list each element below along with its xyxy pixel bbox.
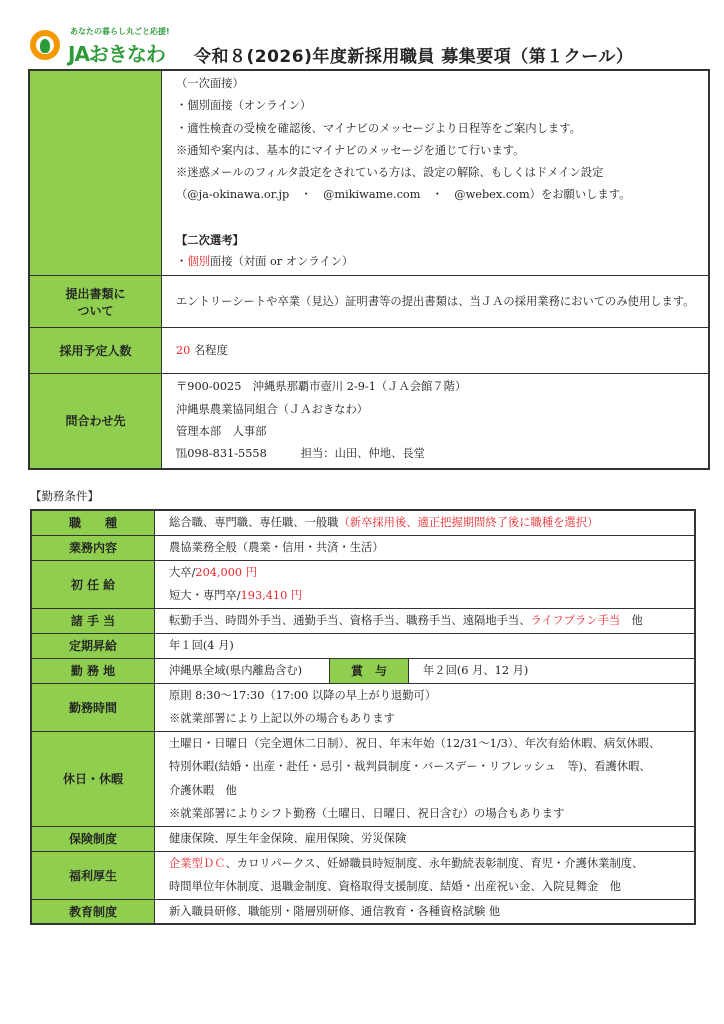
table-row	[31, 731, 695, 826]
table-row	[31, 560, 695, 608]
hiring-count-unit: 名程度	[190, 343, 228, 357]
table-row	[31, 535, 695, 560]
text-line: 時間単位年休制度、退職金制度、資格取得支援制度、結婚・出産祝い金、入院見舞金 他	[169, 880, 621, 893]
insurance-value: 健康保険、厚生年金保険、雇用保険、労災保険	[155, 826, 696, 851]
blank-line	[176, 207, 700, 229]
text-line: 沖縄県農業協同組合（ＪＡおきなわ）	[176, 402, 369, 416]
row-label-empty	[29, 70, 162, 276]
text-rest: 面接（対面 or オンライン）	[209, 255, 354, 269]
text-line: ・適性検査の受検を確認後、マイナビのメッセージより日程等をご案内します。	[176, 121, 581, 135]
section-heading: 【勤務条件】	[30, 489, 99, 503]
text-prefix: 大卒/	[169, 565, 196, 579]
salary-amount: 204,000 円	[195, 565, 258, 579]
logo-tagline: あなたの暮らし丸ごと応援!	[70, 27, 170, 36]
text-line: 特別休暇(結婚・出産・赴任・忌引・裁判員制度・バースデー・リフレッシュ 等)、看護休暇、	[169, 760, 651, 773]
row-label: 初 任 給	[31, 560, 155, 608]
text-line	[169, 852, 688, 876]
table-row	[31, 851, 695, 899]
label-line: 提出書類に	[65, 286, 126, 301]
text-line	[169, 584, 688, 608]
table-row	[31, 899, 695, 924]
text-value: 総合職、専門職、専任職、一般職	[169, 516, 339, 529]
ja-okinawa-logo	[30, 26, 180, 64]
salary-value	[155, 560, 696, 608]
label-line: ついて	[77, 303, 114, 318]
row-label: 賞 与	[330, 658, 409, 683]
text-line: ※通知や案内は、基本的にマイナビのメッセージを通じて行います。	[176, 143, 525, 157]
table-row	[29, 374, 709, 469]
text-line: （@ja-okinawa.or.jp ・ @mikiwame.com ・ @webex.com）をお願いします。	[176, 188, 631, 202]
duties-value: 農協業務全般（農業・信用・共済・生活）	[155, 535, 696, 560]
row-label: 福利厚生	[31, 851, 155, 899]
interview-details	[162, 70, 710, 276]
table-row	[29, 328, 709, 374]
text-rest: 、カロリパークス、妊婦職員時短制度、永年勤続表彰制度、育児・介護休業制度、	[225, 856, 644, 870]
row-label: 休日・休暇	[31, 731, 155, 826]
welfare-value	[155, 851, 696, 899]
table-row	[31, 683, 695, 731]
location-value: 沖縄県全域(県内離島含む)	[155, 658, 330, 683]
table-row	[29, 276, 709, 328]
job-type-value	[155, 510, 696, 535]
highlight-note: （新卒採用後、適正把握期間終了後に職種を選択）	[338, 516, 599, 529]
text-line: 原則 8:30～17:30（17:00 以降の早上がり退勤可）	[169, 688, 437, 702]
text-line	[169, 561, 688, 585]
row-label: 保険制度	[31, 826, 155, 851]
text-line: （一次面接）	[176, 77, 244, 90]
contact-info	[162, 374, 710, 469]
text-line	[176, 251, 700, 273]
row-label: 勤務時間	[31, 683, 155, 731]
hiring-count	[162, 328, 710, 374]
row-label: 諸 手 当	[31, 608, 155, 633]
table-row	[31, 633, 695, 658]
text-line: 土曜日・日曜日（完全週休二日制）、祝日、年末年始（12/31～1/3）、年次有給休暇、病気休暇、	[169, 736, 661, 750]
salary-amount: 193,410 円	[240, 589, 303, 602]
text-line: 管理本部 人事部	[176, 424, 267, 438]
text-line: 〒900-0025 沖縄県那覇市壺川 2-9-1（ＪＡ会館７階）	[176, 380, 467, 394]
second-selection-heading: 【二次選考】	[176, 232, 244, 247]
hours-value	[155, 683, 696, 731]
table-row	[29, 70, 709, 276]
row-label: 問合わせ先	[29, 374, 162, 469]
bonus-value: 年２回(6 月、12 月)	[409, 658, 696, 683]
documents-text: エントリーシートや卒業（見込）証明書等の提出書類は、当ＪＡの採用業務においてのみ使用します。	[162, 276, 710, 328]
text-prefix: ・	[176, 255, 188, 269]
conditions-table	[30, 509, 696, 925]
table-row	[31, 510, 695, 535]
ja-logo-icon	[30, 30, 60, 60]
text-line: ※就業部署により上記以外の場合もあります	[169, 712, 395, 725]
text-prefix: 短大・専門卒/	[169, 589, 241, 602]
row-label: 業務内容	[31, 535, 155, 560]
row-label	[29, 276, 162, 328]
table-row	[31, 608, 695, 633]
logo-name: JAおきなわ	[68, 42, 165, 66]
raise-value: 年１回(4 月)	[155, 633, 696, 658]
text-line: ・個別面接（オンライン）	[176, 99, 312, 113]
row-label: 教育制度	[31, 899, 155, 924]
row-label: 勤 務 地	[31, 658, 155, 683]
highlight-text: 企業型ＤＣ	[169, 856, 226, 870]
text-line: ℡098-831-5558 担当：山田、仲地、長堂	[176, 447, 425, 461]
selection-table	[28, 69, 710, 470]
highlight-text: 個別	[187, 255, 210, 269]
highlight-text: ライフプラン手当	[530, 613, 621, 627]
text-line: ※迷惑メールのフィルタ設定をされている方は、設定の解除、もしくはドメイン設定	[176, 166, 604, 180]
table-row	[31, 658, 695, 683]
allowances-value	[155, 608, 696, 633]
text-value: 転勤手当、時間外手当、通勤手当、資格手当、職務手当、遠隔地手当、	[169, 613, 531, 627]
row-label: 定期昇給	[31, 633, 155, 658]
row-label: 職 種	[31, 510, 155, 535]
text-line: 介護休暇 他	[169, 783, 237, 797]
hiring-count-value: 20	[176, 343, 191, 357]
text-line: ※就業部署によりシフト勤務（土曜日、日曜日、祝日含む）の場合もあります	[169, 807, 565, 820]
page-title: 令和８(2026)年度新採用職員 募集要項（第１クール）	[194, 47, 634, 67]
holidays-value	[155, 731, 696, 826]
row-label: 採用予定人数	[29, 328, 162, 374]
training-value: 新入職員研修、職能別・階層別研修、通信教育・各種資格試験 他	[155, 899, 696, 924]
table-row	[31, 826, 695, 851]
text-rest: 他	[620, 613, 643, 627]
